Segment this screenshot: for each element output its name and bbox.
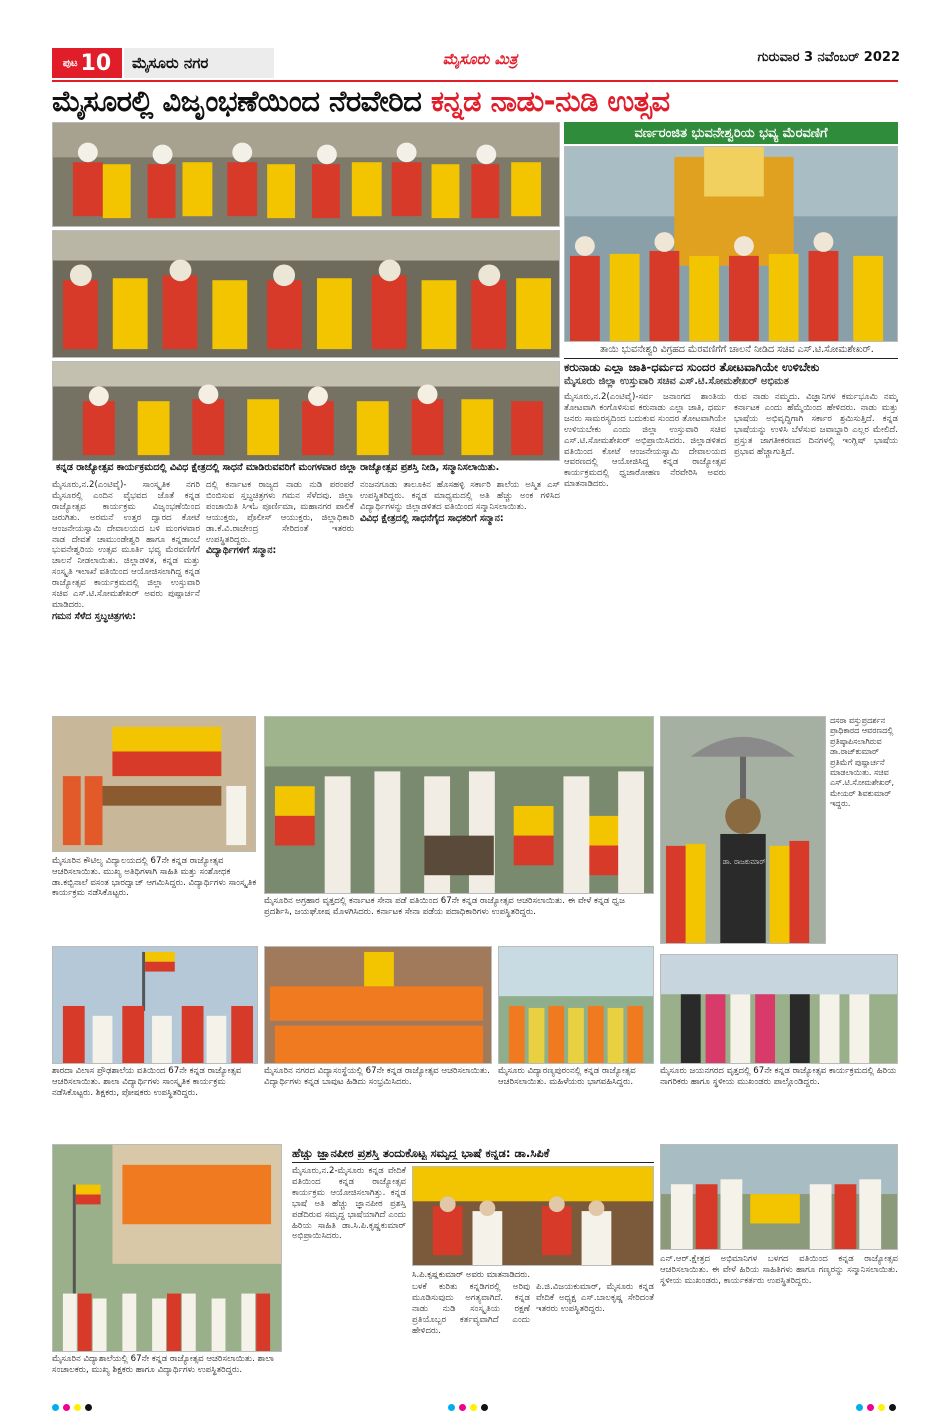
award-ceremony-photo-2 (52, 230, 560, 358)
vidyashale-caption: ಮೈಸೂರಿನ ವಿದ್ಯಾಶಾಲೆಯಲ್ಲಿ 67ನೇ ಕನ್ನಡ ರಾಜ್ಯೋತ್ಸವ ಆಚರಿಸಲಾಯಿತು. ಶಾಲಾ ಸಂಚಾಲಕರು, ಮುಖ್ಯ ಶಿಕ್ಷಕರು ಹಾಗೂ ವಿದ್ಯಾರ್ಥಿಗಳು ಉಪಸ್ಥಿತರಿದ್ದರು. (52, 1354, 274, 1375)
registration-dots-center (448, 1404, 488, 1411)
registration-dot (52, 1404, 59, 1411)
school-students-photo (264, 946, 492, 1064)
jayanagar-photo (660, 954, 898, 1064)
main-story-col-3-text: ನಂಜನಗೂಡು ತಾಲೂಕಿನ ಹೊಸಹಳ್ಳಿ ಸರ್ಕಾರಿ ಶಾಲೆಯ ಅಸ್ಮಿತ ಎಸ್ ಉಪಸ್ಥಿತರಿದ್ದರು. ಕನ್ನಡ ಮಾಧ್ಯಮದಲ್ಲಿ ಅತಿ ಹೆಚ್ಚು ಅಂಕ ಗಳಿಸಿದ ವಿದ್ಯಾರ್ಥಿಗಳನ್ನು ಜಿಲ್ಲಾಡಳಿತದ ವತಿಯಿಂದ ಸನ್ಮಾನಿಸಲಾಯಿತು. (360, 480, 560, 512)
karnataka-sena-photo (264, 716, 654, 894)
bottom-story-col-1: ಮೈಸೂರು,ನ.2-ಮೈಸೂರು ಕನ್ನಡ ವೇದಿಕೆ ವತಿಯಿಂದ ಕನ್ನಡ ರಾಜ್ಯೋತ್ಸವ ಕಾರ್ಯಕ್ರಮ ಆಯೋಜಿಸಲಾಗಿತ್ತು. ಕನ್ನಡ ಭಾಷೆ ಅತಿ ಹೆಚ್ಚು ಜ್ಞಾನಪೀಠ ಪ್ರಶಸ್ತಿ ಪಡೆದಿರುವ ಸಮೃದ್ಧ ಭಾಷೆಯಾಗಿದೆ ಎಂದು ಹಿರಿಯ ಸಾಹಿತಿ ಡಾ.ಸಿ.ಪಿ.ಕೃಷ್ಣಕುಮಾರ್ ಅಭಿಪ್ರಾಯಿಸಿದರು. (292, 1166, 406, 1242)
award-ceremony-photo-3 (52, 361, 560, 461)
registration-dot (889, 1404, 896, 1411)
headline-red: ಕನ್ನಡ ನಾಡು-ನುಡಿ ಉತ್ಸವ (430, 84, 670, 118)
vidyaranyapuram-photo (498, 946, 654, 1064)
nr-kshetra-caption: ಎನ್.ಆರ್.ಕ್ಷೇತ್ರದ ಅಭಿಮಾನಿಗಳ ಬಳಗದ ವತಿಯಿಂದ ಕನ್ನಡ ರಾಜ್ಯೋತ್ಸವ ಆಚರಿಸಲಾಯಿತು. ಈ ವೇಳೆ ಹಿರಿಯ ಸಾಹಿತಿಗಳು ಹಾಗೂ ಗಣ್ಯರನ್ನು ಸನ್ಮಾನಿಸಲಾಯಿತು. ಸ್ಥಳೀಯ ಮುಖಂಡರು, ಕಾರ್ಯಕರ್ತರು ಉಪಸ್ಥಿತರಿದ್ದರು. (660, 1254, 898, 1286)
registration-dot (470, 1404, 477, 1411)
registration-dot (459, 1404, 466, 1411)
masthead: ಮೈಸೂರು ಮಿತ್ರ (442, 50, 518, 68)
sharada-vilas-caption: ಶಾರದಾ ವಿಲಾಸ ಪ್ರೌಢಶಾಲೆಯ ವತಿಯಿಂದ 67ನೇ ಕನ್ನಡ ರಾಜ್ಯೋತ್ಸವ ಆಚರಿಸಲಾಯಿತು. ಶಾಲಾ ವಿದ್ಯಾರ್ಥಿಗಳು ಸಾಂಸ್ಕೃತಿಕ ಕಾರ್ಯಕ್ರಮ ನಡೆಸಿಕೊಟ್ಟರು. ಶಿಕ್ಷಕರು, ಪೋಷಕರು ಉಪಸ್ಥಿತರಿದ್ದರು. (52, 1066, 242, 1098)
nr-kshetra-photo (660, 1144, 898, 1250)
bottom-story-col-3: ಪಿ.ಜಿ.ವಿಜಯಕುಮಾರ್, ಮೈಸೂರು ಕನ್ನಡ ವೇದಿಕೆ ಅಧ್ಯಕ್ಷ ಎಸ್.ಬಾಲಕೃಷ್ಣ ಸೇರಿದಂತೆ ಇತರರು ಉಪಸ್ಥಿತರಿದ್ದರು. (536, 1282, 654, 1314)
right-story-rule (564, 358, 898, 359)
main-story-subhead-1: ಗಮನ ಸೆಳೆದ ಸ್ತಬ್ಧಚಿತ್ರಗಳು: (52, 610, 137, 622)
dateline: ಗುರುವಾರ 3 ನವೆಂಬರ್ 2022 (757, 50, 900, 65)
main-story-subhead-2: ವಿದ್ಯಾರ್ಥಿಗಳಿಗೆ ಸನ್ಮಾನ: (206, 545, 277, 557)
jayanagar-caption: ಮೈಸೂರು ಜಯನಗರದ ವೃತ್ತದಲ್ಲಿ 67ನೇ ಕನ್ನಡ ರಾಜ್ಯೋತ್ಸವ ಕಾರ್ಯಕ್ರಮದಲ್ಲಿ ಹಿರಿಯ ನಾಗರಿಕರು ಹಾಗೂ ಸ್ಥಳೀಯ ಮುಖಂಡರು ಪಾಲ್ಗೊಂಡಿದ್ದರು. (660, 1066, 897, 1087)
registration-dot (481, 1404, 488, 1411)
registration-dots-right (856, 1404, 896, 1411)
bottom-story-col-2: ಬಳಕೆ ಕುರಿತು ಕನ್ನಡಿಗರಲ್ಲಿ ಅರಿವು ಮೂಡಿಸುವುದು ಅಗತ್ಯವಾಗಿದೆ. ಕನ್ನಡ ನಾಡು ನುಡಿ ಸಂಸ್ಕೃತಿಯ ರಕ್ಷಣೆ ಪ್ರತಿಯೊಬ್ಬರ ಕರ್ತವ್ಯವಾಗಿದೆ ಎಂದು ಹೇಳಿದರು. (412, 1282, 530, 1336)
main-story-col-3 (360, 480, 560, 702)
kautilya-school-caption: ಮೈಸೂರಿನ ಕೌಟಿಲ್ಯ ವಿದ್ಯಾಲಯದಲ್ಲಿ 67ನೇ ಕನ್ನಡ ರಾಜ್ಯೋತ್ಸವ ಆಚರಿಸಲಾಯಿತು. ಮುಖ್ಯ ಅತಿಥಿಗಳಾಗಿ ಸಾಹಿತಿ ಮತ್ತು ಸಂಶೋಧಕ ಡಾ.ಕಬ್ಬಿನಾಲೆ ವಸಂತ ಭಾರದ್ವಾಜ್ ಆಗಮಿಸಿದ್ದರು. ವಿದ್ಯಾರ್ಥಿಗಳು ಸಾಂಸ್ಕೃತಿಕ ಕಾರ್ಯಕ್ರಮ ನಡೆಸಿಕೊಟ್ಟರು. (52, 856, 257, 899)
procession-banner: ವರ್ಣರಂಜಿತ ಭುವನೇಶ್ವರಿಯ ಭವ್ಯ ಮೆರವಣಿಗೆ (564, 122, 898, 144)
statue-plaque: ಡಾ. ರಾಜಕುಮಾರ್ (722, 858, 766, 866)
cpk-speaking-photo (412, 1166, 654, 1266)
kautilya-school-photo (52, 716, 256, 852)
main-story-col-2-text: ದಲ್ಲಿ ಕರ್ನಾಟಕ ರಾಜ್ಯದ ನಾಡು ನುಡಿ ಪರಂಪರೆ ಬಿಂಬಿಸುವ ಸ್ತಬ್ಧಚಿತ್ರಗಳು ಗಮನ ಸೆಳೆದವು. ಜಿಲ್ಲಾ ಪಂಚಾಯಿತಿ ಸಿಇಓ ಪೂರ್ಣಿಮಾ, ಮಹಾನಗರ ಪಾಲಿಕೆ ಆಯುಕ್ತರು, ಪೊಲೀಸ್ ಆಯುಕ್ತರು, ಜಿಲ್ಲಾಧಿಕಾರಿ ಡಾ.ಕೆ.ವಿ.ರಾಜೇಂದ್ರ ಸೇರಿದಂತೆ ಇತರರು ಉಪಸ್ಥಿತರಿದ್ದರು. (206, 480, 354, 545)
registration-dot (74, 1404, 81, 1411)
registration-dots-left (52, 1404, 92, 1411)
page-number-badge (52, 48, 122, 78)
main-story-col-1-text: ಮೈಸೂರು,ನ.2(ಎಂಟಿವೈ)- ಸಾಂಸ್ಕೃತಿಕ ನಗರಿ ಮೈಸೂರಲ್ಲಿ ಎಂದಿನ ವೈಭವದ ಜೊತೆ ಕನ್ನಡ ರಾಜ್ಯೋತ್ಸವ ಕಾರ್ಯಕ್ರಮ ವಿಜೃಂಭಣೆಯಿಂದ ಜರುಗಿತು. ಅರಮನೆ ಉತ್ತರ ದ್ವಾರದ ಕೋಟೆ ಆಂಜನೇಯಸ್ವಾಮಿ ದೇವಾಲಯದ ಬಳಿ ಮಂಗಳವಾರ ನಾಡ ದೇವತೆ ಚಾಮುಂಡೇಶ್ವರಿ ಹಾಗೂ ಕನ್ನಡಾಂಬೆ ಭುವನೇಶ್ವರಿಯ ಉತ್ಸವ ಮೂರ್ತಿ ಭವ್ಯ ಮೆರವಣಿಗೆಗೆ ಚಾಲನೆ ನೀಡಲಾಯಿತು. ಜಿಲ್ಲಾಡಳಿತ, ಕನ್ನಡ ಮತ್ತು ಸಂಸ್ಕೃತಿ ಇಲಾಖೆ ವತಿಯಿಂದ ಆಯೋಜಿಸಲಾಗಿದ್ದ ಕನ್ನಡ ರಾಜ್ಯೋತ್ಸವ ಕಾರ್ಯಕ್ರಮದಲ್ಲಿ ಜಿಲ್ಲಾ ಉಸ್ತುವಾರಿ ಸಚಿವ ಎಸ್.ಟಿ.ಸೋಮಶೇಖರ್ ಅವರು ಪುಷ್ಪಾರ್ಚನೆ ಮಾಡಿದರು. (52, 480, 200, 610)
main-story-col-1 (52, 480, 200, 702)
bottom-story-heading: ಹೆಚ್ಚು ಜ್ಞಾನಪೀಠ ಪ್ರಶಸ್ತಿ ತಂದುಕೊಟ್ಟ ಸಮೃದ್ಧ ಭಾಷೆ ಕನ್ನಡ: ಡಾ.ಸಿಪಿಕೆ (292, 1146, 550, 1160)
registration-dot (448, 1404, 455, 1411)
main-photo-caption: ಕನ್ನಡ ರಾಜ್ಯೋತ್ಸವ ಕಾರ್ಯಕ್ರಮದಲ್ಲಿ ವಿವಿಧ ಕ್ಷೇತ್ರದಲ್ಲಿ ಸಾಧನೆ ಮಾಡಿರುವವರಿಗೆ ಮಂಗಳವಾರ ಜಿಲ್ಲಾ ರಾಜ್ಯೋತ್ಸವ ಪ್ರಶಸ್ತಿ ನೀಡಿ, ಸನ್ಮಾನಿಸಲಾಯಿತು. (56, 462, 500, 473)
main-story-subhead-3: ವಿವಿಧ ಕ್ಷೇತ್ರದಲ್ಲಿ ಸಾಧನೆಗೈದ ಸಾಧಕರಿಗೆ ಸನ್ಮಾನ: (360, 512, 504, 524)
rajkumar-side-text: ದಸರಾ ವಸ್ತುಪ್ರದರ್ಶನ ಪ್ರಾಧಿಕಾರದ ಆವರಣದಲ್ಲಿ ಪ್ರತಿಷ್ಠಾಪಿಸಲಾಗಿರುವ ಡಾ.ರಾಜ್‌ಕುಮಾರ್ ಪ್ರತಿಮೆಗೆ ಪುಷ್ಪಾರ್ಚನೆ ಮಾಡಲಾಯಿತು. ಸಚಿವ ಎಸ್.ಟಿ.ಸೋಮಶೇಖರ್, ಮೇಯರ್ ಶಿವಕುಮಾರ್ ಇದ್ದರು. (830, 716, 895, 809)
registration-dot (85, 1404, 92, 1411)
school-students-caption: ಮೈಸೂರಿನ ನಗರದ ವಿದ್ಯಾಸಂಸ್ಥೆಯಲ್ಲಿ 67ನೇ ಕನ್ನಡ ರಾಜ್ಯೋತ್ಸವ ಆಚರಿಸಲಾಯಿತು. ವಿದ್ಯಾರ್ಥಿಗಳು ಕನ್ನಡ ಬಾವುಟ ಹಿಡಿದು ಸಂಭ್ರಮಿಸಿದರು. (264, 1066, 490, 1087)
main-headline (52, 84, 898, 120)
right-story-col-1: ಮೈಸೂರು,ನ.2(ಎಂಟಿವೈ)-ಸರ್ವ ಜನಾಂಗದ ಶಾಂತಿಯ ತೋಟವಾಗಿ ಕಂಗೊಳಿಸುವ ಕರುನಾಡು ಎಲ್ಲಾ ಜಾತಿ, ಧರ್ಮ ಜನರು ಸಾಮರಸ್ಯದಿಂದ ಬದುಕುವ ಸುಂದರ ತೋಟವಾಗಿಯೇ ಉಳಿಯಬೇಕು ಎಂದು ಜಿಲ್ಲಾ ಉಸ್ತುವಾರಿ ಸಚಿವ ಎಸ್.ಟಿ.ಸೋಮಶೇಖರ್ ಅಭಿಪ್ರಾಯಿಸಿದರು. ಜಿಲ್ಲಾಡಳಿತದ ವತಿಯಿಂದ ಕೋಟೆ ಆಂಜನೇಯಸ್ವಾಮಿ ದೇವಾಲಯದ ಆವರಣದಲ್ಲಿ ಆಯೋಜಿಸಿದ್ದ ಕನ್ನಡ ರಾಜ್ಯೋತ್ಸವ ಕಾರ್ಯಕ್ರಮದಲ್ಲಿ ಧ್ವಜಾರೋಹಣ ನೆರವೇರಿಸಿ ಅವರು ಮಾತನಾಡಿದರು. (564, 392, 726, 490)
procession-caption: ತಾಯಿ ಭುವನೇಶ್ವರಿ ವಿಗ್ರಹದ ಮೆರವಣಿಗೆಗೆ ಚಾಲನೆ ನೀಡಿದ ಸಚಿವ ಎಸ್.ಟಿ.ಸೋಮಶೇಖರ್. (600, 344, 874, 355)
right-story-subheading: ಮೈಸೂರು ಜಿಲ್ಲಾ ಉಸ್ತುವಾರಿ ಸಚಿವ ಎಸ್.ಟಿ.ಸೋಮಶೇಖರ್ ಅಭಿಮತ (564, 376, 789, 387)
page-number: 10 (80, 50, 112, 76)
registration-dot (856, 1404, 863, 1411)
sharada-vilas-photo (52, 946, 258, 1064)
headline-black: ಮೈಸೂರಲ್ಲಿ ವಿಜೃಂಭಣೆಯಿಂದ ನೆರವೇರಿದ (52, 84, 422, 118)
page-label: ಪುಟ (62, 57, 78, 69)
award-ceremony-photo-1 (52, 122, 560, 227)
vidyaranyapuram-caption: ಮೈಸೂರು ವಿದ್ಯಾರಣ್ಯಪುರಂನಲ್ಲಿ ಕನ್ನಡ ರಾಜ್ಯೋತ್ಸವ ಆಚರಿಸಲಾಯಿತು. ಮಹಿಳೆಯರು ಭಾಗವಹಿಸಿದ್ದರು. (498, 1066, 636, 1087)
cpk-photo-caption: ಸಿ.ಪಿ.ಕೃಷ್ಣಕುಮಾರ್ ಅವರು ಮಾತನಾಡಿದರು. (412, 1269, 530, 1279)
right-story-heading: ಕರುನಾಡು ಎಲ್ಲಾ ಜಾತಿ-ಧರ್ಮದ ಸುಂದರ ತೋಟವಾಗಿಯೇ ಉಳಿಬೇಕು (564, 360, 820, 374)
section-name: ಮೈಸೂರು ನಗರ (124, 48, 274, 78)
rajkumar-statue-photo (660, 716, 826, 944)
right-story-col-2: ರುವ ನಾಡು ನಮ್ಮದು. ವಿಜ್ಞಾನಿಗಳ ಕರ್ಮಭೂಮಿ ನಮ್ಮ ಕರ್ನಾಟಕ ಎಂದು ಹೆಮ್ಮೆಯಿಂದ ಹೇಳಿದರು. ನಾಡು ಮತ್ತು ಭಾಷೆಯ ಅಭಿವೃದ್ಧಿಗಾಗಿ ಸರ್ಕಾರ ಶ್ರಮಿಸುತ್ತಿದೆ. ಕನ್ನಡ ಭಾಷೆಯನ್ನು ಉಳಿಸಿ ಬೆಳೆಸುವ ಜವಾಬ್ದಾರಿ ಎಲ್ಲರ ಮೇಲಿದೆ. ಪ್ರಸ್ತುತ ಜಾಗತೀಕರಣದ ದಿನಗಳಲ್ಲಿ ಇಂಗ್ಲಿಷ್ ಭಾಷೆಯ ಪ್ರಭಾವ ಹೆಚ್ಚಾಗುತ್ತಿದೆ. (734, 392, 898, 457)
registration-dot (867, 1404, 874, 1411)
main-story-col-2 (206, 480, 354, 702)
bottom-story-rule (292, 1162, 654, 1163)
vidyashale-photo (52, 1144, 282, 1352)
karnataka-sena-caption: ಮೈಸೂರಿನ ಅಗ್ರಹಾರ ವೃತ್ತದಲ್ಲಿ ಕರ್ನಾಟಕ ಸೇನಾ ಪಡೆ ವತಿಯಿಂದ 67ನೇ ಕನ್ನಡ ರಾಜ್ಯೋತ್ಸವ ಆಚರಿಸಲಾಯಿತು. ಈ ವೇಳೆ ಕನ್ನಡ ಧ್ವಜ ಪ್ರದರ್ಶಿಸಿ, ಜಯಘೋಷ ಮೊಳಗಿಸಿದರು. ಕರ್ನಾಟಕ ಸೇನಾ ಪಡೆಯ ಪದಾಧಿಕಾರಿಗಳು ಉಪಸ್ಥಿತರಿದ್ದರು. (264, 896, 625, 917)
header-rule (52, 80, 898, 82)
registration-dot (878, 1404, 885, 1411)
registration-dot (63, 1404, 70, 1411)
procession-photo (564, 146, 898, 342)
